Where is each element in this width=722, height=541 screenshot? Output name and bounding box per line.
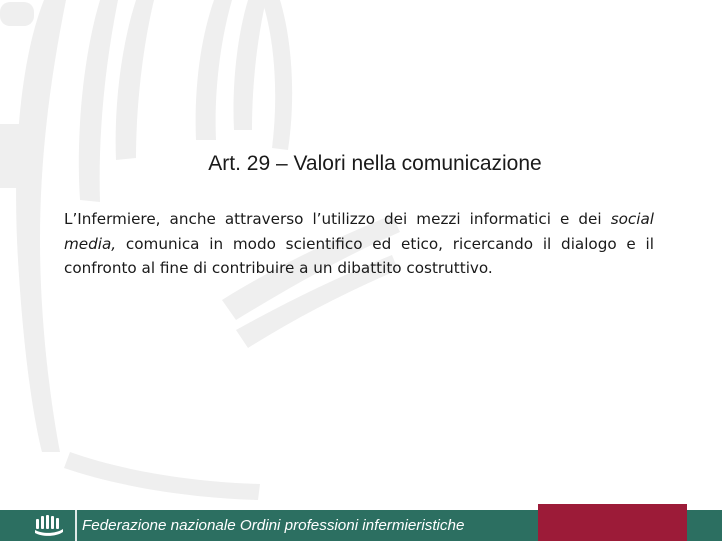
slide-body-text bbox=[64, 207, 654, 281]
slide-title: Art. 29 – Valori nella comunicazione bbox=[208, 152, 542, 175]
fnopi-logo-icon bbox=[32, 512, 66, 538]
footer-organization-name: Federazione nazionale Ordini professioni infermieristiche bbox=[82, 517, 465, 534]
footer-divider bbox=[75, 510, 77, 541]
body-text-part-2: comunica in modo scientifico ed etico, ricercando il dialogo e il confronto al fine di contribuire a un dibattito costruttivo. bbox=[64, 234, 654, 277]
body-text-italic: social media, bbox=[64, 210, 654, 253]
footer-accent-block bbox=[538, 504, 687, 541]
body-text-part-1: L’Infermiere, anche attraverso l’utilizzo dei mezzi informatici e dei bbox=[64, 210, 611, 228]
